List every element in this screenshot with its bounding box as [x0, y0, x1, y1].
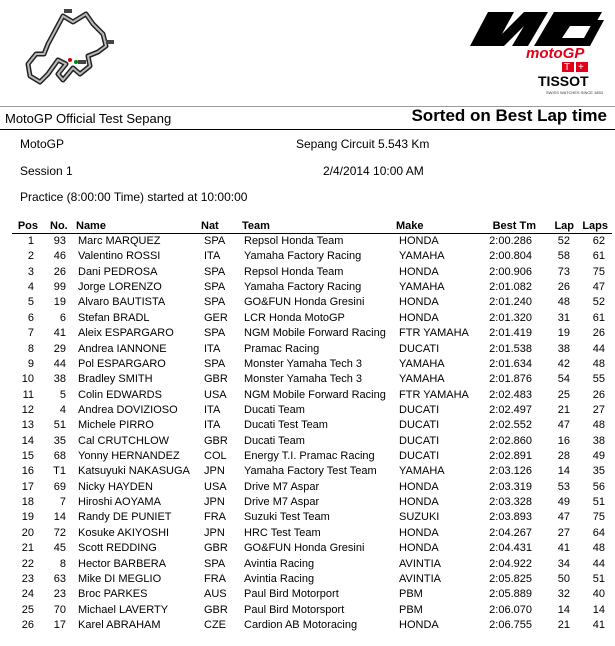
cell-team: Yamaha Factory Test Team	[244, 465, 377, 478]
cell-name: Mike DI MEGLIO	[78, 572, 162, 585]
cell-laps: 49	[592, 450, 605, 463]
cell-nat: SPA	[204, 265, 226, 278]
table-row	[0, 280, 615, 295]
cell-pos: 25	[21, 603, 34, 616]
cell-lap: 50	[557, 572, 570, 585]
cell-team: Monster Yamaha Tech 3	[244, 357, 363, 370]
cell-make: HONDA	[399, 235, 439, 247]
cell-best: 2:01.082	[489, 281, 532, 294]
cell-no: 99	[53, 281, 66, 294]
cell-lap: 42	[557, 357, 570, 370]
cell-best: 2:01.538	[489, 342, 532, 355]
cell-lap: 47	[557, 511, 570, 524]
cell-name: Aleix ESPARGARO	[78, 327, 174, 340]
cell-pos: 24	[21, 588, 34, 601]
cell-laps: 55	[592, 373, 605, 386]
session-date: 2/4/2014 10:00 AM	[323, 164, 424, 178]
cell-no: 72	[53, 526, 66, 539]
cell-name: Michael LAVERTY	[78, 603, 169, 616]
cell-best: 2:01.876	[489, 373, 532, 386]
cell-pos: 10	[21, 373, 34, 386]
cell-make: AVINTIA	[399, 557, 441, 570]
cell-lap: 14	[557, 603, 570, 616]
cell-lap: 19	[557, 327, 570, 340]
cell-name: Andrea IANNONE	[78, 342, 167, 355]
cell-laps: 27	[592, 403, 605, 416]
cell-name: Dani PEDROSA	[78, 265, 158, 278]
cell-name: Stefan BRADL	[78, 311, 150, 324]
cell-team: HRC Test Team	[244, 526, 321, 539]
cell-laps: 44	[592, 342, 605, 355]
cell-laps: 35	[592, 465, 605, 478]
cell-team: Ducati Team	[244, 434, 305, 447]
cell-laps: 64	[592, 526, 605, 539]
cell-laps: 51	[592, 496, 605, 509]
cell-name: Bradley SMITH	[78, 373, 153, 386]
cell-nat: CZE	[204, 618, 226, 631]
cell-pos: 23	[21, 572, 34, 585]
cell-no: 17	[53, 618, 66, 631]
cell-make: HONDA	[399, 526, 439, 539]
cell-lap: 38	[557, 342, 570, 355]
cell-pos: 14	[21, 434, 34, 447]
cell-make: DUCATI	[399, 434, 440, 447]
cell-best: 2:03.893	[489, 511, 532, 524]
table-row	[0, 495, 615, 510]
table-row	[0, 480, 615, 495]
cell-make: SUZUKI	[399, 511, 440, 524]
cell-make: HONDA	[399, 311, 439, 324]
cell-make: YAMAHA	[399, 373, 445, 386]
svg-text:T: T	[564, 62, 571, 73]
cell-lap: 53	[557, 480, 570, 493]
cell-nat: AUS	[204, 588, 227, 601]
cell-name: Katsuyuki NAKASUGA	[78, 465, 190, 478]
cell-pos: 17	[21, 480, 34, 493]
table-header	[0, 220, 615, 234]
cell-name: Valentino ROSSI	[78, 250, 161, 263]
cell-team: NGM Mobile Forward Racing	[244, 327, 386, 340]
results-table-body	[0, 234, 615, 633]
cell-lap: 32	[557, 588, 570, 601]
cell-lap: 54	[557, 373, 570, 386]
cell-name: Hiroshi AOYAMA	[78, 496, 161, 509]
cell-team: Cardion AB Motoracing	[244, 618, 358, 631]
cell-no: 5	[59, 388, 66, 401]
table-row	[0, 449, 615, 464]
cell-no: 29	[53, 342, 66, 355]
header-best-time: Best Tm	[492, 220, 536, 232]
cell-laps: 47	[592, 281, 605, 294]
cell-best: 2:05.889	[489, 588, 532, 601]
cell-pos: 19	[21, 511, 34, 524]
cell-best: 2:03.126	[489, 465, 532, 478]
cell-pos: 21	[21, 542, 34, 555]
cell-best: 2:02.860	[489, 434, 532, 447]
cell-make: YAMAHA	[399, 465, 445, 478]
cell-name: Nicky HAYDEN	[78, 480, 153, 493]
cell-name: Hector BARBERA	[78, 557, 167, 570]
header-name: Name	[76, 220, 106, 232]
header-pos: Pos	[17, 220, 38, 232]
cell-nat: FRA	[204, 572, 226, 585]
cell-nat: SPA	[204, 557, 226, 570]
cell-lap: 28	[557, 450, 570, 463]
cell-no: 6	[59, 311, 66, 324]
cell-nat: JPN	[204, 465, 225, 478]
cell-make: YAMAHA	[399, 357, 445, 370]
cell-team: Yamaha Factory Racing	[244, 250, 362, 263]
cell-pos: 9	[27, 357, 34, 370]
cell-pos: 20	[21, 526, 34, 539]
cell-laps: 48	[592, 357, 605, 370]
cell-best: 2:04.922	[489, 557, 532, 570]
cell-best: 2:02.497	[489, 403, 532, 416]
cell-nat: SPA	[204, 357, 226, 370]
table-row	[0, 434, 615, 449]
cell-lap: 58	[557, 250, 570, 263]
cell-name: Marc MARQUEZ	[78, 235, 161, 247]
cell-nat: ITA	[204, 250, 221, 263]
cell-lap: 47	[557, 419, 570, 432]
cell-nat: GBR	[204, 603, 228, 616]
cell-laps: 40	[592, 588, 605, 601]
table-row	[0, 295, 615, 310]
cell-best: 2:01.240	[489, 296, 532, 309]
table-row	[0, 265, 615, 280]
cell-name: Yonny HERNANDEZ	[78, 450, 180, 463]
cell-make: DUCATI	[399, 419, 440, 432]
cell-nat: ITA	[204, 403, 221, 416]
cell-nat: FRA	[204, 511, 226, 524]
cell-team: Avintia Racing	[244, 572, 315, 585]
cell-team: NGM Mobile Forward Racing	[244, 388, 386, 401]
cell-lap: 26	[557, 281, 570, 294]
header-laps: Laps	[582, 220, 608, 232]
cell-best: 2:02.891	[489, 450, 532, 463]
sort-title: Sorted on Best Lap time	[411, 106, 607, 125]
cell-no: 23	[53, 588, 66, 601]
table-row	[0, 603, 615, 618]
cell-team: Paul Bird Motorsport	[244, 603, 345, 616]
sepang-circuit-map-icon	[18, 4, 128, 96]
cell-make: FTR YAMAHA	[399, 388, 469, 401]
cell-pos: 12	[21, 403, 34, 416]
cell-pos: 13	[21, 419, 34, 432]
cell-name: Broc PARKES	[78, 588, 148, 601]
cell-team: GO&FUN Honda Gresini	[244, 296, 365, 309]
practice-info: Practice (8:00:00 Time) started at 10:00:00	[20, 190, 248, 204]
cell-no: 26	[53, 265, 66, 278]
cell-no: 68	[53, 450, 66, 463]
cell-best: 2:06.070	[489, 603, 532, 616]
cell-make: YAMAHA	[399, 250, 445, 263]
cell-make: PBM	[399, 588, 423, 601]
cell-best: 2:00.906	[489, 265, 532, 278]
cell-name: Kosuke AKIYOSHI	[78, 526, 170, 539]
cell-name: Jorge LORENZO	[78, 281, 162, 294]
cell-team: Ducati Test Team	[244, 419, 328, 432]
cell-no: 51	[53, 419, 66, 432]
cell-best: 2:00.804	[489, 250, 532, 263]
cell-laps: 44	[592, 557, 605, 570]
motogp-tissot-logo	[466, 8, 606, 100]
cell-pos: 7	[27, 327, 34, 340]
cell-best: 2:02.552	[489, 419, 532, 432]
cell-name: Alvaro BAUTISTA	[78, 296, 166, 309]
table-row	[0, 510, 615, 525]
cell-lap: 48	[557, 296, 570, 309]
cell-lap: 27	[557, 526, 570, 539]
cell-nat: JPN	[204, 526, 225, 539]
event-title: MotoGP Official Test Sepang	[5, 111, 172, 126]
cell-no: 41	[53, 327, 66, 340]
cell-best: 2:01.419	[489, 327, 532, 340]
cell-laps: 26	[592, 327, 605, 340]
cell-make: HONDA	[399, 618, 439, 631]
table-row	[0, 557, 615, 572]
cell-pos: 15	[21, 450, 34, 463]
cell-pos: 22	[21, 557, 34, 570]
table-row	[0, 342, 615, 357]
cell-team: Ducati Team	[244, 403, 305, 416]
cell-best: 2:04.431	[489, 542, 532, 555]
cell-team: Repsol Honda Team	[244, 235, 344, 247]
table-row	[0, 618, 615, 633]
cell-make: HONDA	[399, 480, 439, 493]
cell-lap: 41	[557, 542, 570, 555]
cell-best: 2:03.319	[489, 480, 532, 493]
cell-best: 2:00.286	[489, 235, 532, 247]
cell-nat: SPA	[204, 296, 226, 309]
cell-laps: 48	[592, 419, 605, 432]
cell-name: Michele PIRRO	[78, 419, 154, 432]
cell-team: Pramac Racing	[244, 342, 320, 355]
title-rule-bottom	[0, 129, 615, 130]
cell-nat: GBR	[204, 373, 228, 386]
cell-team: GO&FUN Honda Gresini	[244, 542, 365, 555]
cell-no: 63	[53, 572, 66, 585]
cell-no: 19	[53, 296, 66, 309]
cell-best: 2:04.267	[489, 526, 532, 539]
cell-no: 45	[53, 542, 66, 555]
cell-make: YAMAHA	[399, 281, 445, 294]
cell-lap: 52	[557, 235, 570, 247]
cell-team: Suzuki Test Team	[244, 511, 330, 524]
cell-name: Andrea DOVIZIOSO	[78, 403, 178, 416]
cell-best: 2:03.328	[489, 496, 532, 509]
table-row	[0, 403, 615, 418]
category-label: MotoGP	[20, 137, 65, 151]
cell-nat: USA	[204, 388, 227, 401]
circuit-label: Sepang Circuit 5.543 Km	[296, 137, 430, 151]
cell-best: 2:01.634	[489, 357, 532, 370]
cell-pos: 1	[27, 235, 34, 247]
header-make: Make	[396, 220, 424, 232]
cell-nat: USA	[204, 480, 227, 493]
table-row	[0, 526, 615, 541]
report-header	[0, 0, 615, 105]
cell-no: T1	[53, 465, 66, 478]
cell-laps: 61	[592, 250, 605, 263]
motogp-logo-text: motoGP	[526, 45, 585, 62]
cell-make: DUCATI	[399, 450, 440, 463]
table-row	[0, 311, 615, 326]
cell-name: Pol ESPARGARO	[78, 357, 166, 370]
tissot-tagline: SWISS WATCHES SINCE 1853	[546, 90, 603, 95]
cell-name: Scott REDDING	[78, 542, 157, 555]
cell-make: DUCATI	[399, 403, 440, 416]
cell-nat: COL	[204, 450, 227, 463]
cell-laps: 51	[592, 572, 605, 585]
cell-pos: 8	[27, 342, 34, 355]
cell-no: 38	[53, 373, 66, 386]
table-row	[0, 249, 615, 264]
table-row	[0, 372, 615, 387]
cell-pos: 4	[27, 281, 34, 294]
table-row	[0, 234, 615, 249]
cell-lap: 31	[557, 311, 570, 324]
cell-pos: 6	[27, 311, 34, 324]
cell-nat: JPN	[204, 496, 225, 509]
cell-laps: 26	[592, 388, 605, 401]
cell-lap: 73	[557, 265, 570, 278]
cell-nat: ITA	[204, 419, 221, 432]
cell-nat: SPA	[204, 235, 226, 247]
cell-name: Randy DE PUNIET	[78, 511, 172, 524]
cell-team: Monster Yamaha Tech 3	[244, 373, 363, 386]
table-row	[0, 357, 615, 372]
table-row	[0, 388, 615, 403]
cell-no: 14	[53, 511, 66, 524]
cell-nat: SPA	[204, 281, 226, 294]
cell-lap: 34	[557, 557, 570, 570]
table-row	[0, 587, 615, 602]
cell-pos: 11	[22, 388, 34, 401]
cell-lap: 14	[557, 465, 570, 478]
cell-laps: 75	[592, 265, 605, 278]
cell-nat: GER	[204, 311, 228, 324]
session-label: Session 1	[20, 164, 73, 178]
cell-make: AVINTIA	[399, 572, 441, 585]
cell-pos: 5	[27, 296, 34, 309]
cell-make: HONDA	[399, 296, 439, 309]
cell-make: HONDA	[399, 496, 439, 509]
cell-team: Energy T.I. Pramac Racing	[244, 450, 375, 463]
cell-no: 46	[53, 250, 66, 263]
cell-best: 2:06.755	[489, 618, 532, 631]
cell-no: 8	[59, 557, 66, 570]
cell-no: 44	[53, 357, 66, 370]
table-row	[0, 572, 615, 587]
cell-laps: 62	[592, 235, 605, 247]
cell-laps: 75	[592, 511, 605, 524]
cell-make: PBM	[399, 603, 423, 616]
cell-team: Repsol Honda Team	[244, 265, 344, 278]
cell-no: 69	[53, 480, 66, 493]
header-lap: Lap	[554, 220, 574, 232]
cell-team: Avintia Racing	[244, 557, 315, 570]
cell-lap: 25	[557, 388, 570, 401]
cell-name: Colin EDWARDS	[78, 388, 162, 401]
cell-team: Drive M7 Aspar	[244, 480, 320, 493]
cell-make: HONDA	[399, 542, 439, 555]
cell-laps: 41	[592, 618, 605, 631]
cell-pos: 26	[21, 618, 34, 631]
cell-pos: 18	[21, 496, 34, 509]
cell-laps: 14	[592, 603, 605, 616]
cell-name: Cal CRUTCHLOW	[78, 434, 170, 447]
svg-text:+: +	[578, 62, 584, 73]
cell-nat: SPA	[204, 327, 226, 340]
cell-lap: 16	[557, 434, 570, 447]
table-row	[0, 541, 615, 556]
cell-laps: 48	[592, 542, 605, 555]
cell-nat: ITA	[204, 342, 221, 355]
cell-laps: 61	[592, 311, 605, 324]
cell-team: Paul Bird Motorport	[244, 588, 339, 601]
cell-lap: 49	[557, 496, 570, 509]
cell-team: Drive M7 Aspar	[244, 496, 320, 509]
cell-team: Yamaha Factory Racing	[244, 281, 362, 294]
cell-best: 2:01.320	[489, 311, 532, 324]
cell-nat: GBR	[204, 542, 228, 555]
cell-lap: 21	[557, 403, 570, 416]
cell-laps: 38	[592, 434, 605, 447]
cell-make: HONDA	[399, 265, 439, 278]
cell-name: Karel ABRAHAM	[78, 618, 161, 631]
cell-best: 2:02.483	[489, 388, 532, 401]
cell-pos: 2	[27, 250, 34, 263]
header-nat: Nat	[201, 220, 219, 232]
cell-no: 7	[59, 496, 66, 509]
cell-make: DUCATI	[399, 342, 440, 355]
table-row	[0, 464, 615, 479]
cell-nat: GBR	[204, 434, 228, 447]
header-team: Team	[242, 220, 270, 232]
table-row	[0, 326, 615, 341]
cell-best: 2:05.825	[489, 572, 532, 585]
cell-no: 35	[53, 434, 66, 447]
cell-laps: 56	[592, 480, 605, 493]
cell-no: 4	[59, 403, 66, 416]
tissot-logo-text: TISSOT	[538, 73, 589, 89]
cell-pos: 16	[21, 465, 34, 478]
cell-lap: 21	[557, 618, 570, 631]
cell-laps: 52	[592, 296, 605, 309]
cell-team: LCR Honda MotoGP	[244, 311, 345, 324]
cell-no: 93	[53, 235, 66, 247]
table-row	[0, 418, 615, 433]
cell-pos: 3	[27, 265, 34, 278]
header-no: No.	[50, 220, 68, 232]
cell-make: FTR YAMAHA	[399, 327, 469, 340]
cell-no: 70	[53, 603, 66, 616]
